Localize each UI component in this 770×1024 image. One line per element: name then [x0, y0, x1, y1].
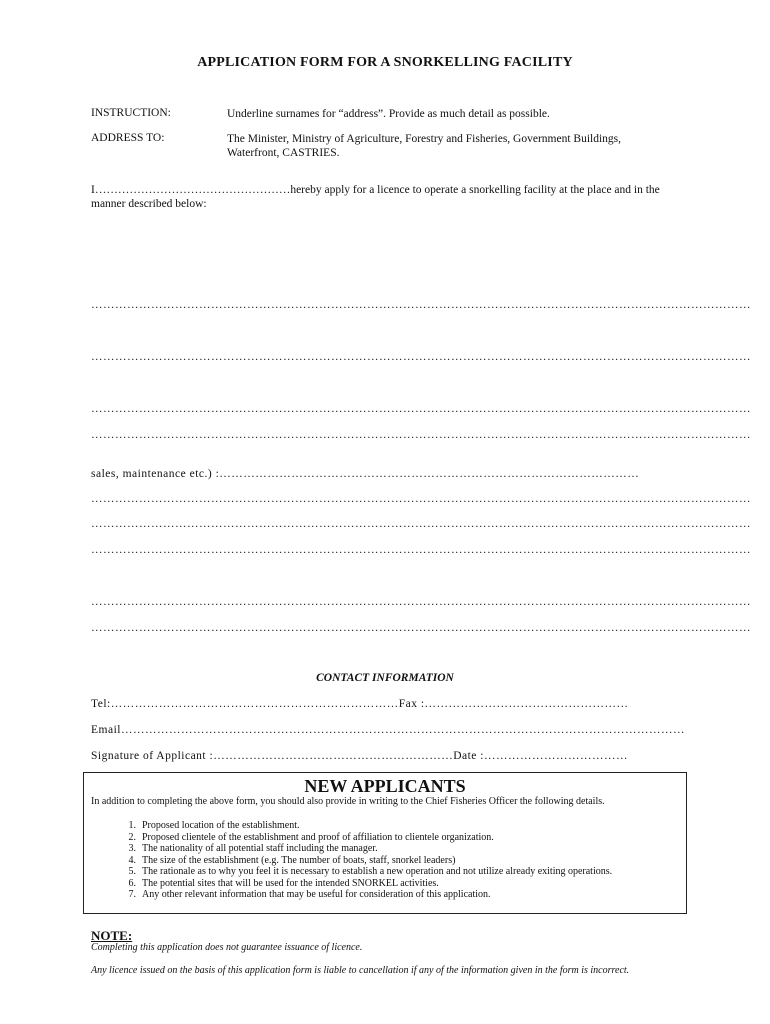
- note-heading: NOTE:: [91, 928, 133, 943]
- new-applicants-intro: In addition to completing the above form, you should also provide in writing to the Chief Fisheries Officer the following details.: [91, 796, 605, 807]
- answer-line[interactable]: …………………………………………………………………………………………………………………………………………………: [91, 518, 751, 530]
- answer-line[interactable]: …………………………………………………………………………………………………………………………………………………: [91, 544, 751, 556]
- new-applicants-heading: NEW APPLICANTS: [304, 776, 466, 796]
- contact-information-heading: CONTACT INFORMATION: [316, 672, 454, 684]
- email-line[interactable]: Email……………………………………………………………………………………………………………………………: [91, 724, 685, 736]
- new-applicants-list: [91, 820, 681, 901]
- address-label: ADDRESS TO:: [91, 132, 165, 144]
- answer-line[interactable]: …………………………………………………………………………………………………………………………………………………: [91, 596, 751, 608]
- list-item: 1. Proposed location of the establishment.: [128, 820, 300, 831]
- answer-line[interactable]: …………………………………………………………………………………………………………………………………………………: [91, 622, 751, 634]
- form-title: APPLICATION FORM FOR A SNORKELLING FACILITY: [197, 55, 573, 70]
- list-item: 4. The size of the establishment (e.g. The number of boats, staff, snorkel leaders): [128, 854, 456, 866]
- note-line-2: Any licence issued on the basis of this application form is liable to cancellation if any of the information given in the form is incorrect.: [91, 965, 630, 976]
- list-item: 5. The rationale as to why you feel it is necessary to establish a new operation and not utilize already exiting operations.: [128, 866, 613, 877]
- question-6-continuation[interactable]: sales, maintenance etc.) :……………………………………………………………………………………………: [91, 468, 640, 480]
- declaration-text[interactable]: I……………………………………………hereby apply for a licence to operate a snorkelling facility at the place and in the manner described below:: [91, 184, 660, 210]
- list-item: 2. Proposed clientele of the establishment and proof of affiliation to clientele organization.: [128, 831, 494, 843]
- address-text: The Minister, Ministry of Agriculture, Forestry and Fisheries, Government Buildings, Waterfront, CASTRIES.: [227, 133, 622, 159]
- note-line-1: Completing this application does not guarantee issuance of licence.: [91, 942, 363, 953]
- signature-date-line[interactable]: Signature of Applicant :……………………………………………………Date :………………………………: [91, 750, 628, 762]
- instruction-label: INSTRUCTION:: [91, 107, 171, 119]
- answer-line[interactable]: …………………………………………………………………………………………………………………………………………………: [91, 403, 751, 415]
- tel-fax-line[interactable]: Tel:………………………………………………………………Fax :……………………………………………: [91, 698, 629, 710]
- instruction-text: Underline surnames for “address”. Provide as much detail as possible.: [227, 108, 550, 120]
- answer-line[interactable]: …………………………………………………………………………………………………………………………………………………: [91, 351, 751, 363]
- list-item: 7. Any other relevant information that may be useful for consideration of this application.: [128, 889, 491, 900]
- list-item: 6. The potential sites that will be used for the intended SNORKEL activities.: [128, 877, 439, 889]
- answer-line[interactable]: …………………………………………………………………………………………………………………………………………………: [91, 299, 751, 311]
- answer-line[interactable]: …………………………………………………………………………………………………………………………………………………: [91, 493, 751, 505]
- list-item: 3. The nationality of all potential staff including the manager.: [128, 843, 378, 854]
- answer-line[interactable]: …………………………………………………………………………………………………………………………………………………: [91, 429, 751, 441]
